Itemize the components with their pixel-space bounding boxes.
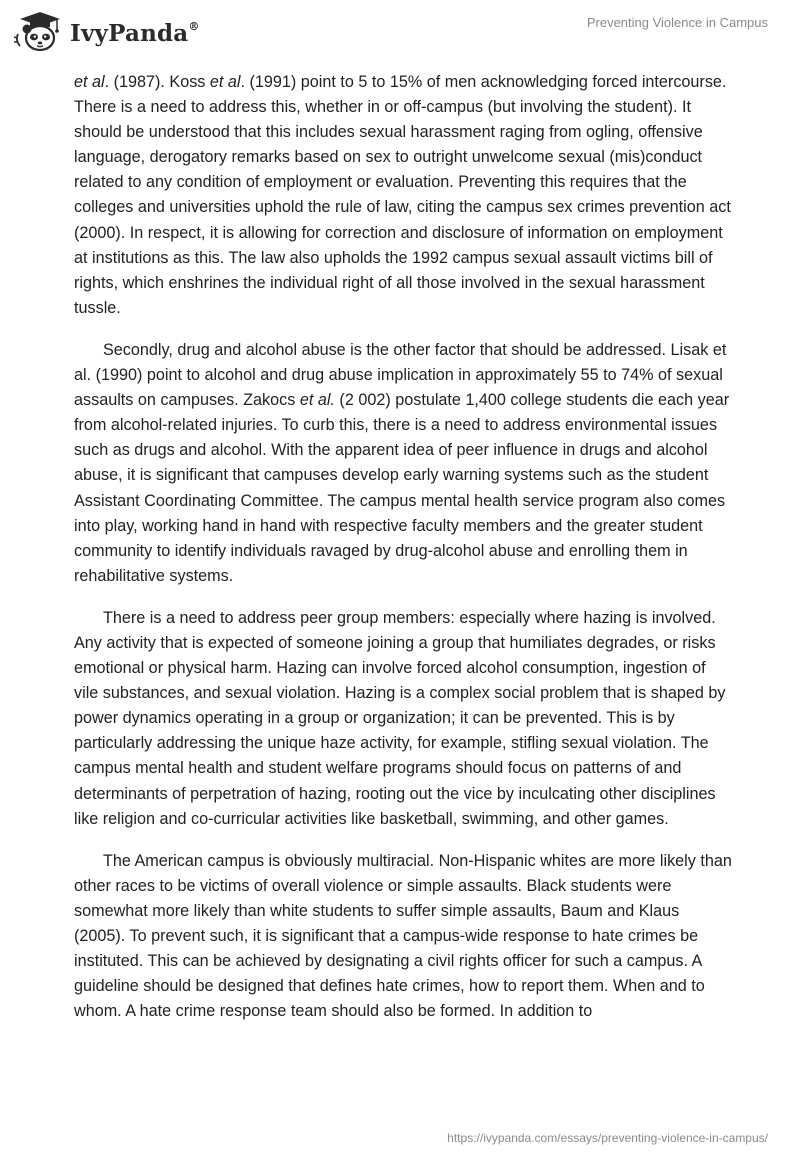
- paragraph-3: There is a need to address peer group members: especially where hazing is involved. Any activity that is expected of someone joining a group that humiliates degrades, or risks emotional or physical harm. Hazing can involve forced alcohol consumption, ingestion of vile substances, and sexual violation. Hazing is a complex social problem that is shaped by power dynamics operating in a group or organization; it can be prevented. This is by particularly addressing the unique haze activity, for example, stifling sexual violation. The campus mental health and student welfare programs should focus on patterns of and determinants of perpetration of hazing, rooting out the vice by inculcating other disciplines like religion and co-curricular activities like basketball, swimming, and other games.: [74, 608, 726, 828]
- paragraph-4: The American campus is obviously multiracial. Non-Hispanic whites are more likely than other races to be victims of overall violence or simple assaults. Black students were somewhat more likely than white students to suffer simple assaults, Baum and Klaus (2005). To prevent such, it is significant that a campus-wide response to hate crimes be instituted. This can be achieved by designating a civil rights officer for such a campus. A guideline should be designed that defines hate crimes, how to report them. When and to whom. A hate crime response team should also be formed. In addition to: [74, 851, 732, 1021]
- brand-name: IvyPanda®: [70, 19, 200, 47]
- paragraph-2: Secondly, drug and alcohol abuse is the other factor that should be addressed. Lisak et al. (1990) point to alcohol and drug abuse implication in approximately 55 to 74% of sexual assaults on campuses. Zakocs et al. (2 002) postulate 1,400 college students die each year from alcohol-related injuries. To curb this, there is a need to address environmental issues such as drugs and alcohol. With the apparent idea of peer influence in drugs and alcohol abuse, it is significant that campuses develop early warning systems such as the student Assistant Coordinating Committee. The campus mental health service program also comes into play, working hand in hand with respective faculty members and the greater student community to identify individuals ravaged by drug-alcohol abuse and enrolling them in rehabilitative systems.: [74, 340, 730, 585]
- document-title: Preventing Violence in Campus: [586, 15, 768, 30]
- panda-graduate-icon: [14, 10, 62, 52]
- page-header: [0, 0, 800, 62]
- ivypanda-logo[interactable]: [14, 10, 200, 52]
- registered-mark: ®: [188, 19, 200, 33]
- paragraph-1: et al. (1987). Koss et al. (1991) point to 5 to 15% of men acknowledging forced intercourse. There is a need to address this, whether in or off-campus (but involving the student). It should be understood that this includes sexual harassment raging from ogling, offensive language, derogatory remarks based on sex to outright unwelcome sexual (mis)conduct related to any condition of employment or evaluation. Preventing this requires that the colleges and universities uphold the rule of law, citing the campus sex crimes prevention act (2000). In respect, it is allowing for correction and disclosure of information on employment at institutions as this. The law also upholds the 1992 campus sexual assault victims bill of rights, which enshrines the individual right of all those involved in the sexual harassment tussle.: [74, 73, 731, 317]
- essay-body: [74, 70, 734, 1041]
- source-url[interactable]: https://ivypanda.com/essays/preventing-violence-in-campus/: [447, 1131, 768, 1145]
